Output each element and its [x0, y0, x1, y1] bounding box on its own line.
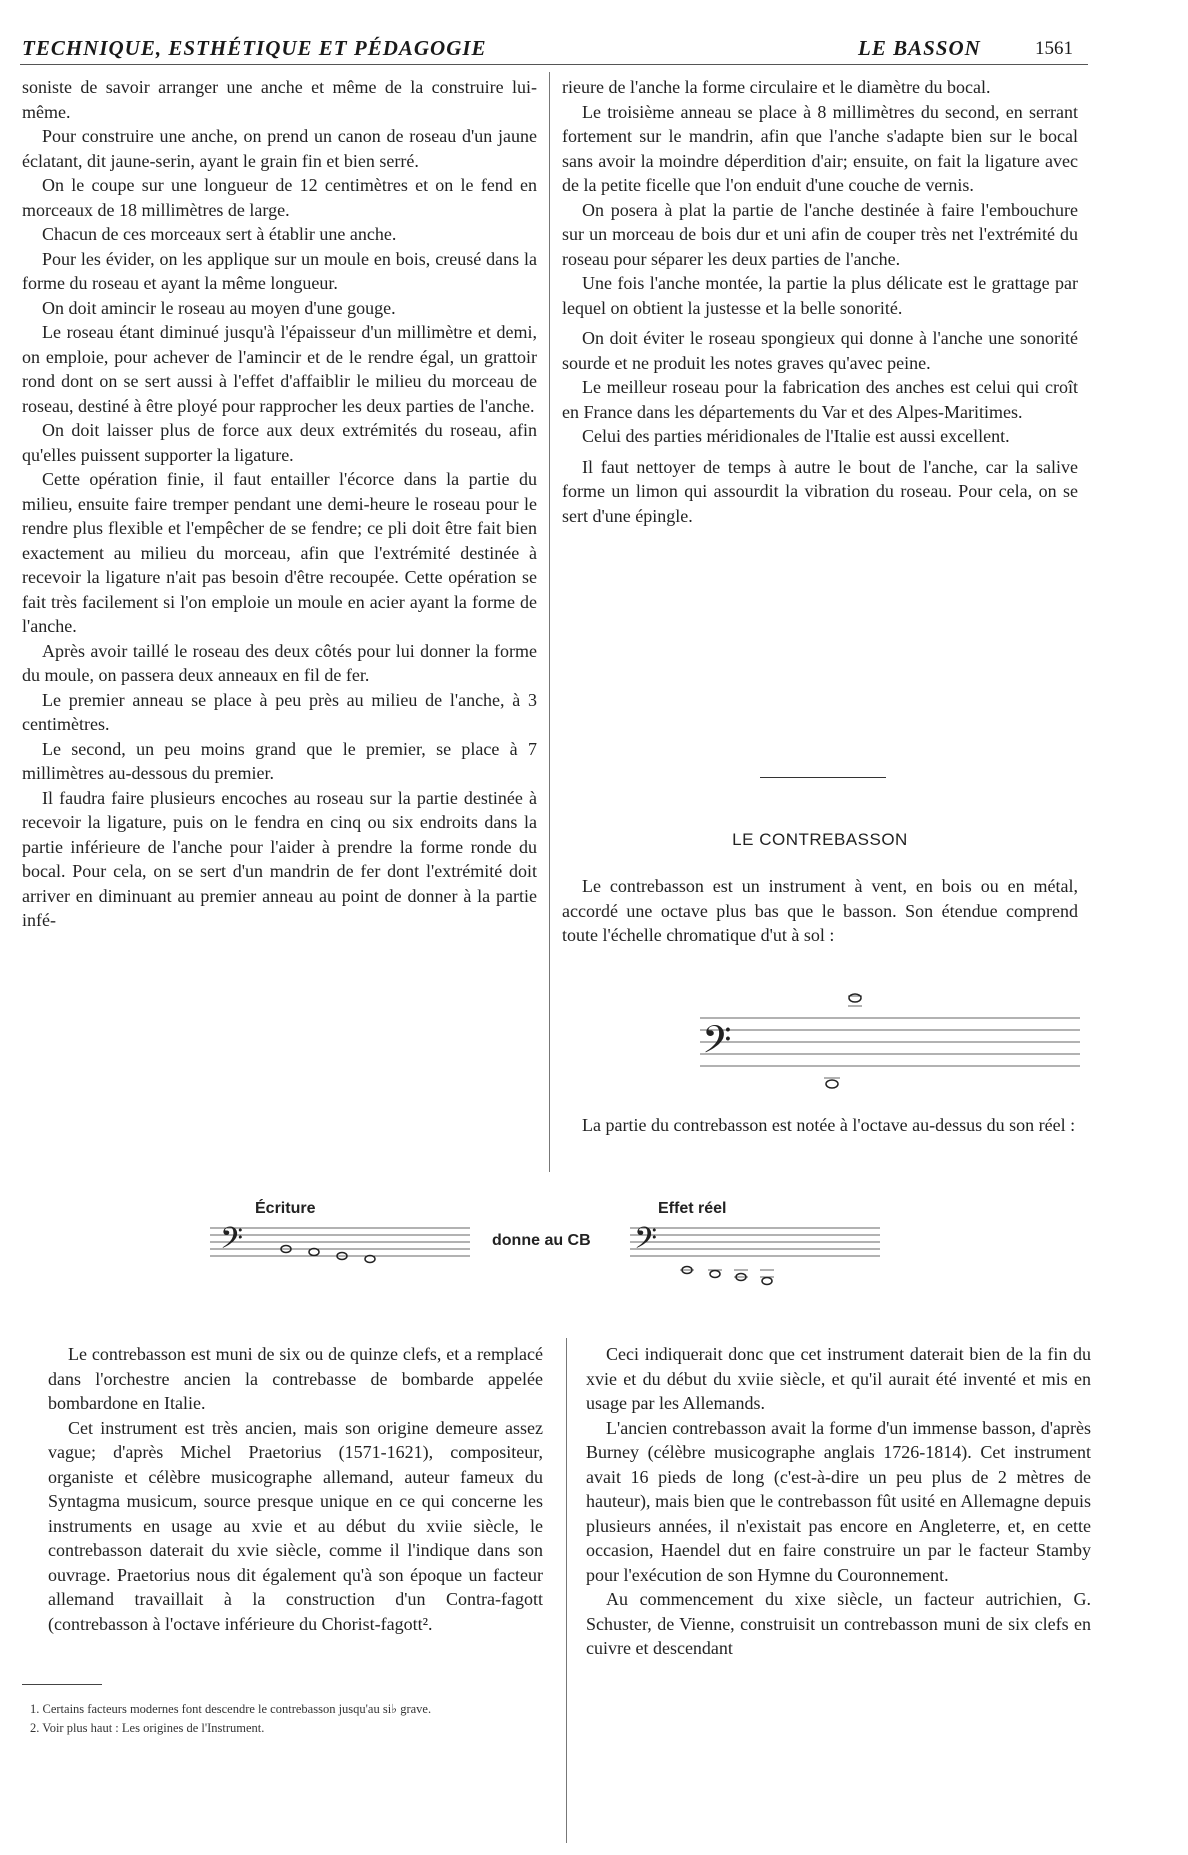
section-title: LE CONTREBASSON: [732, 830, 908, 849]
paragraph: Le premier anneau se place à peu près au milieu de l'anche, à 3 centimètres.: [22, 689, 537, 734]
paragraph: Le contrebasson est muni de six ou de quinze clefs, et a remplacé dans l'orchestre ancien la contrebasse de bombarde appelée bombardone en Italie.: [48, 1344, 543, 1413]
header-right: LE BASSON: [858, 36, 981, 60]
paragraph: Il faut nettoyer de temps à autre le bout de l'anche, car la salive forme un limon qui assourdit la vibration du roseau. Pour cela, on se sert d'une épingle.: [562, 456, 1078, 526]
paragraph: Le troisième anneau se place à 8 millimètres du second, en serrant fortement sur le mandrin, afin que l'anche s'adapte bien sur le bocal sans avoir la moindre déperdition d'air; ensuite, on fait la ligature avec de la petite ficelle que l'on enduit d'une couche de vernis.: [562, 101, 1078, 195]
footnote: 1. Certains facteurs modernes font descendre le contrebasson jusqu'au si♭ grave.: [30, 1702, 432, 1716]
footnote-rule: [22, 1684, 102, 1685]
paragraph: Pour construire une anche, on prend un canon de roseau d'un jaune éclatant, dit jaune-serin, ayant le grain fin et bien serré.: [22, 126, 537, 171]
paragraph: rieure de l'anche la forme circulaire et le diamètre du bocal.: [562, 77, 991, 97]
effet-reel-staff: [630, 1218, 890, 1298]
paragraph: Le meilleur roseau pour la fabrication des anches est celui qui croît en France dans les départements du Var et des Alpes-Maritimes.: [562, 377, 1078, 422]
paragraph: On le coupe sur une longueur de 12 centimètres et on le fend en morceaux de 18 millimètres de large.: [22, 175, 537, 220]
paragraph: soniste de savoir arranger une anche et même de la construire lui-même.: [22, 77, 537, 122]
paragraph: L'ancien contrebasson avait la forme d'un immense basson, d'après Burney (célèbre musicographe anglais 1726-1814). Cet instrument avait 16 pieds de long (c'est-à-dire un peu plus de 2 mètres de hauteur), mais bien que le contrebasson fût usité en Allemagne depuis plusieurs années, il n'existait pas encore en Angleterre, et, en cette occasion, Haendel dut en faire construire un par le facteur Stamby pour l'exécution de son Hymne du Couronnement.: [586, 1417, 1091, 1585]
paragraph: Une fois l'anche montée, la partie la plus délicate est le grattage par lequel on obtient la justesse et la belle sonorité.: [562, 273, 1078, 318]
footnote: 2. Voir plus haut : Les origines de l'Instrument.: [30, 1721, 265, 1735]
paragraph: Le second, un peu moins grand que le premier, se place à 7 millimètres au-dessous du premier.: [22, 738, 537, 783]
paragraph: La partie du contrebasson est notée à l'octave au-dessus du son réel :: [582, 1115, 1076, 1135]
column-1: [22, 75, 537, 933]
paragraph: Celui des parties méridionales de l'Italie est aussi excellent.: [582, 426, 1010, 446]
column-divider: [549, 72, 550, 1172]
range-staff: [690, 990, 1090, 1095]
column-divider: [566, 1338, 567, 1843]
ecriture-label: Écriture: [255, 1200, 316, 1217]
column-4: [586, 1342, 1091, 1661]
ecriture-staff: [210, 1218, 480, 1288]
header-left: TECHNIQUE, ESTHÉTIQUE ET PÉDAGOGIE: [22, 36, 487, 60]
section-separator: [760, 777, 886, 778]
column-3: [48, 1342, 543, 1636]
notation-intro: [562, 1113, 1078, 1138]
paragraph: Après avoir taillé le roseau des deux côtés pour lui donner la forme du moule, on passera deux anneaux en fil de fer.: [22, 640, 537, 685]
donne-au-cb-label: donne au CB: [492, 1232, 591, 1249]
paragraph: On posera à plat la partie de l'anche destinée à faire l'embouchure sur un morceau de bois dur et uni afin de couper très net l'extrémité du roseau pour séparer les deux parties de l'anche.: [562, 199, 1078, 269]
footnotes: [30, 1700, 540, 1738]
paragraph: On doit laisser plus de force aux deux extrémités du roseau, afin qu'elles puissent supporter la ligature.: [22, 420, 537, 465]
section-intro: [562, 874, 1078, 948]
paragraph: Au commencement du xixe siècle, un facteur autrichien, G. Schuster, de Vienne, construisit un contrebasson muni de six clefs en cuivre et descendant: [586, 1589, 1091, 1658]
paragraph: Ceci indiquerait donc que cet instrument daterait bien de la fin du xvie et du début du xviie siècle, et qu'il aurait été inventé et mis en usage par les Allemands.: [586, 1344, 1091, 1413]
paragraph: Cet instrument est très ancien, mais son origine demeure assez vague; d'après Michel Praetorius (1571-1621), compositeur, organiste et célèbre musicographe allemand, auteur fameux du Syntagma musicum, source presque unique en ce qui concerne les instruments en usage au xvie et au début du xviie siècle, le contrebasson daterait du xvie siècle, comme il l'indique dans son ouvrage. Praetorius nous dit également qu'à son époque un facteur allemand travaillait à la construction d'un Contra-fagott (contrebasson à l'octave inférieure du Chorist-fagott².: [48, 1417, 543, 1634]
svg-text:𝄢: 𝄢: [702, 1017, 732, 1071]
paragraph: Cette opération finie, il faut entailler l'écorce dans la partie du milieu, ensuite faire tremper pendant une demi-heure le roseau pour le rendre plus flexible et l'empêcher de se fendre; ce pli doit être fait bien exactement au milieu du morceau, afin que l'extrémité destinée à recevoir la ligature n'ait pas besoin d'être recoupée. Cette opération se fait très facilement si l'on emploie un moule en acier ayant la forme de l'anche.: [22, 469, 537, 636]
effet-reel-label: Effet réel: [658, 1200, 727, 1217]
paragraph: Le contrebasson est un instrument à vent, en bois ou en métal, accordé une octave plus bas que le basson. Son étendue comprend toute l'échelle chromatique d'ut à sol :: [562, 876, 1078, 945]
page-number: 1561: [1035, 38, 1073, 59]
paragraph: Chacun de ces morceaux sert à établir une anche.: [42, 224, 397, 244]
paragraph: Il faudra faire plusieurs encoches au roseau sur la partie destinée à recevoir la ligature, puis on le fendra en cinq ou six endroits dans la partie inférieure de l'anche pour l'aider à prendre la forme ronde du bocal. Pour cela, on se sert d'un mandrin de fer dont l'extrémité doit arriver en diminuant au premier anneau au point de donner à la partie infé-: [22, 787, 537, 930]
column-2: [562, 75, 1078, 528]
svg-text:𝄢: 𝄢: [220, 1222, 244, 1263]
svg-text:𝄢: 𝄢: [634, 1222, 658, 1263]
header-rule: [20, 64, 1088, 65]
paragraph: On doit éviter le roseau spongieux qui donne à l'anche une sonorité sourde et ne produit les notes graves qu'avec peine.: [562, 328, 1078, 373]
paragraph: Pour les évider, on les applique sur un moule en bois, creusé dans la forme du roseau et ayant la même longueur.: [22, 248, 537, 293]
paragraph: On doit amincir le roseau au moyen d'une gouge.: [42, 297, 396, 318]
paragraph: Le roseau étant diminué jusqu'à l'épaisseur d'un millimètre et demi, on emploie, pour achever de l'amincir et de le rendre égal, un grattoir rond dont on se sert aussi à l'effet d'affaiblir le milieu du morceau de roseau, destiné à être ployé pour rapprocher les deux parties de l'anche.: [22, 322, 537, 416]
